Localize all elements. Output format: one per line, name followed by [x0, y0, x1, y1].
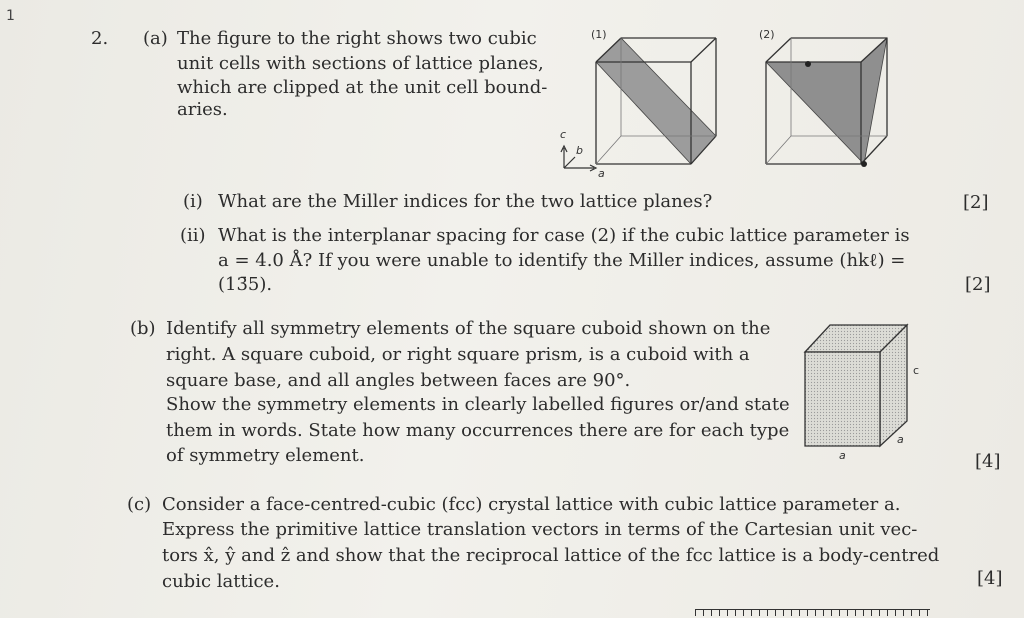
cell-2-label: (2) [759, 28, 775, 41]
part-c-line-3: tors x̂, ŷ and ẑ and show that the reciprocal lattice of the fcc lattice is a body-centred [162, 545, 940, 566]
sub-ii-label: (ii) [180, 225, 206, 246]
part-a-intro-line-3: which are clipped at the unit cell bound- [177, 77, 548, 98]
part-c-marks: [4] [977, 568, 1003, 589]
part-b-line-6: of symmetry element. [166, 445, 365, 466]
axis-c-label: c [560, 128, 567, 141]
sub-ii-line-1: What is the interplanar spacing for case (2) if the cubic lattice parameter is [218, 225, 910, 246]
part-c-line-4: cubic lattice. [162, 571, 280, 592]
part-b-line-2: right. A square cuboid, or right square prism, is a cuboid with a [166, 344, 750, 365]
axis-a-label: a [598, 167, 605, 180]
cell-1-label: (1) [591, 28, 607, 41]
sub-i-text: What are the Miller indices for the two lattice planes? [218, 191, 713, 212]
cuboid-label-c: c [913, 364, 920, 377]
page-edge-mark: 1 [6, 8, 15, 24]
cuboid-label-a-side: a [897, 433, 904, 446]
part-b-line-5: them in words. State how many occurrences there are for each type [166, 420, 790, 441]
part-a-intro-line-2: unit cells with sections of lattice planes, [177, 53, 544, 74]
sub-i-label: (i) [183, 191, 203, 212]
part-a-label: (a) [143, 28, 168, 49]
part-a-intro-line-4: aries. [177, 99, 228, 120]
cuboid-label-a-front: a [839, 449, 846, 462]
part-c-line-2: Express the primitive lattice translation vectors in terms of the Cartesian unit vec- [162, 519, 918, 540]
part-b-line-3: square base, and all angles between faces are 90°. [166, 370, 631, 391]
sub-ii-marks: [2] [965, 274, 991, 295]
sub-ii-line-3: (13̄5). [218, 274, 273, 295]
part-a-intro-line-1: The figure to the right shows two cubic [177, 28, 537, 49]
axis-b-label: b [576, 144, 583, 157]
ruler-edge-decoration [695, 609, 930, 616]
part-b-label: (b) [130, 318, 156, 339]
sub-ii-line-2: a = 4.0 Å? If you were unable to identify the Miller indices, assume (hkℓ) = [218, 250, 906, 271]
part-b-marks: [4] [975, 451, 1001, 472]
part-b-line-4: Show the symmetry elements in clearly labelled figures or/and state [166, 394, 790, 415]
sub-i-marks: [2] [963, 192, 989, 213]
part-c-label: (c) [127, 494, 152, 515]
cuboid-front-face [805, 352, 880, 446]
part-c-line-1: Consider a face-centred-cubic (fcc) crystal lattice with cubic lattice parameter a. [162, 494, 901, 515]
question-number: 2. [91, 28, 109, 49]
part-b-line-1: Identify all symmetry elements of the square cuboid shown on the [166, 318, 771, 339]
